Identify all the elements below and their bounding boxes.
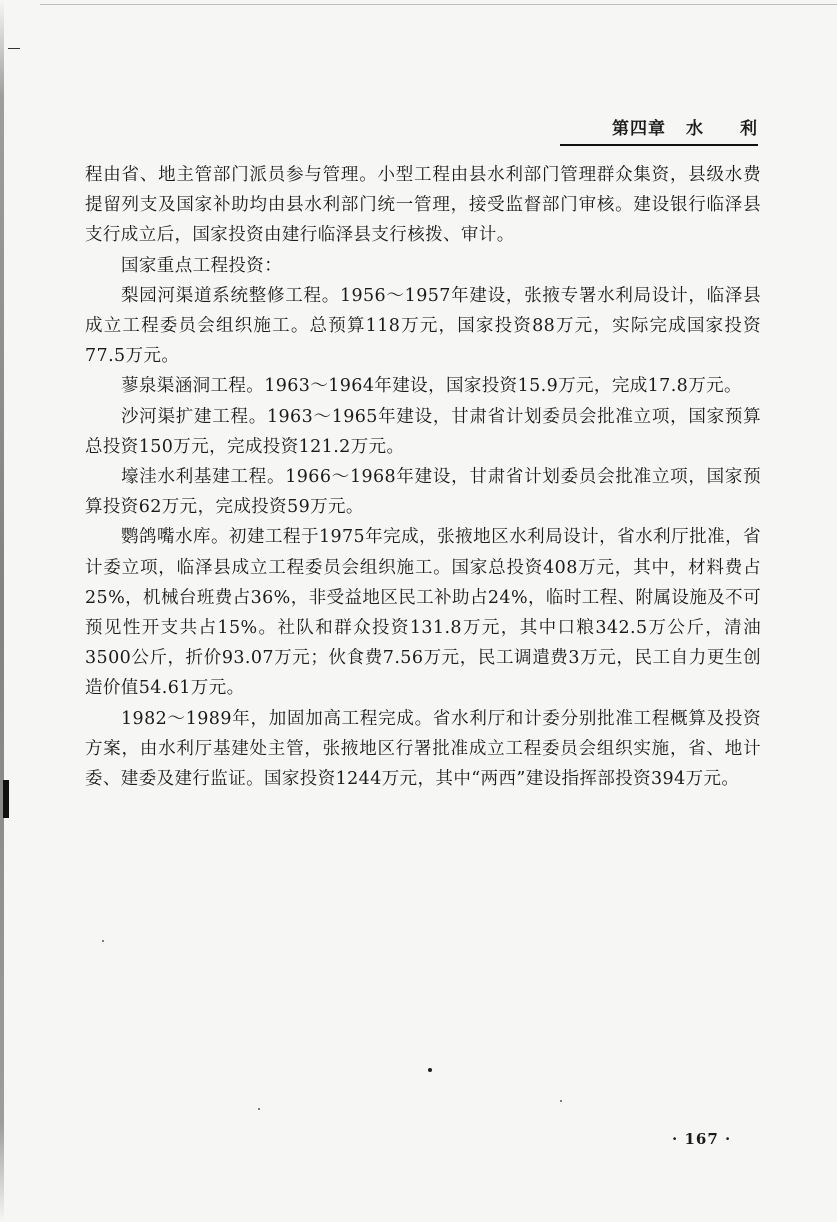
scan-speck <box>258 1108 260 1110</box>
binding-shadow <box>0 0 4 1222</box>
paragraph-haowa-project: 壕洼水利基建工程。1966～1968年建设，甘肃省计划委员会批准立项，国家预算投资62万元，完成投资59万元。 <box>85 467 761 518</box>
paragraph-shahe-canal: 沙河渠扩建工程。1963～1965年建设，甘肃省计划委员会批准立项，国家预算总投资150万元，完成投资121.2万元。 <box>85 406 761 457</box>
paragraph-continued: 程由省、地主管部门派员参与管理。小型工程由县水利部门管理群众集资，县级水费提留列支及国家补助均由县水利部门统一管理，接受监督部门审核。建设银行临泽县支行成立后，国家投资由建行临泽县支行核拨、审计。 <box>85 165 761 246</box>
body-text <box>85 160 761 794</box>
paragraph-liaoquan-culvert: 蓼泉渠涵洞工程。1963～1964年建设，国家投资15.9万元，完成17.8万元。 <box>121 376 742 397</box>
scan-speck <box>560 1100 562 1102</box>
page-top-edge <box>40 4 837 5</box>
paragraph-heading-key-projects: 国家重点工程投资： <box>121 255 283 276</box>
header-title-1: 水 <box>686 119 704 139</box>
scan-speck <box>428 1068 432 1072</box>
paragraph-reinforcement: 1982～1989年，加固加高工程完成。省水利厅和计委分别批准工程概算及投资方案，由水利厅基建处主管，张掖地区行署批准成立工程委员会组织实施，省、地计委、建委及建行监证。国家投资1244万元，其中“两西”建设指挥部投资394万元。 <box>85 708 761 790</box>
paragraph-liyuan-canal: 梨园河渠道系统整修工程。1956～1957年建设，张掖专署水利局设计，临泽县成立工程委员会组织施工。总预算118万元，国家投资88万元，实际完成国家投资77.5万元。 <box>85 285 761 367</box>
binding-mark <box>3 780 9 818</box>
paragraph-yinggezui-reservoir: 鹦鸽嘴水库。初建工程于1975年完成，张掖地区水利局设计，省水利厅批准，省计委立项，临泽县成立工程委员会组织施工。国家总投资408万元，其中，材料费占25%，机械台班费占36%，非受益地区民工补助占24%，临时工程、附属设施及不可预见性开支共占15%。社队和群众投资131.8万元，其中口粮342.5万公斤，清油3500公斤，折价93.07万元；伙食费7.56万元，民工调遣费3万元，民工自力更生创造价值54.61万元。 <box>85 527 761 699</box>
margin-mark <box>8 48 20 49</box>
scan-speck <box>102 940 104 942</box>
header-title-2: 利 <box>740 119 758 139</box>
running-header <box>560 114 758 146</box>
header-chapter: 第四章 <box>612 119 666 139</box>
page-number: · 167 · <box>672 1130 732 1148</box>
